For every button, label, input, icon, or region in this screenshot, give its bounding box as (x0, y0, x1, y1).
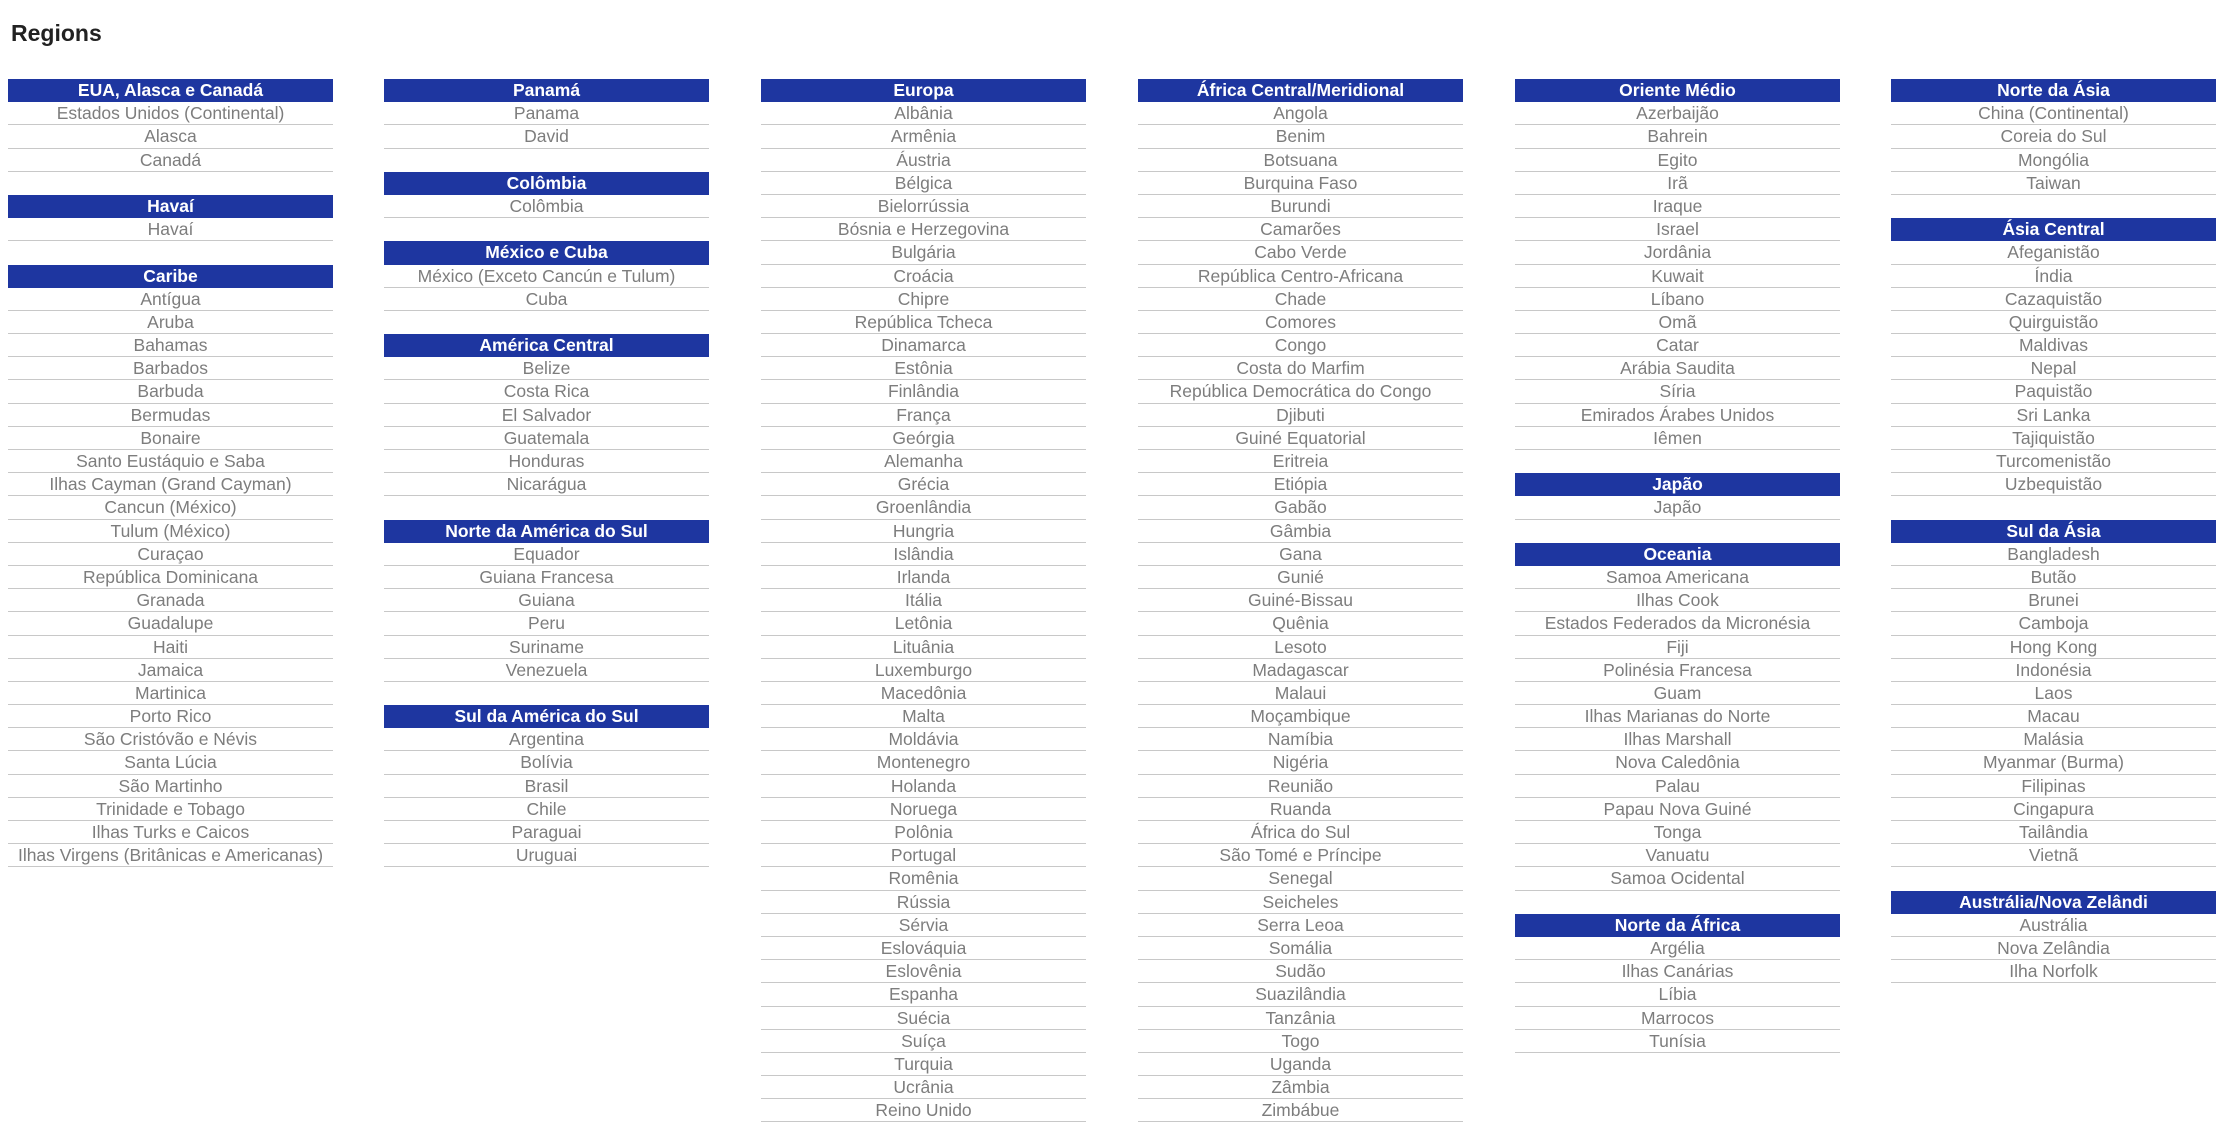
region-header: EUA, Alasca e Canadá (8, 79, 333, 102)
country-item: Benim (1138, 125, 1463, 148)
country-item: Senegal (1138, 867, 1463, 890)
country-item: Antígua (8, 288, 333, 311)
country-item: Indonésia (1891, 659, 2216, 682)
country-item: Seicheles (1138, 891, 1463, 914)
region-block (8, 265, 333, 868)
country-item: Venezuela (384, 659, 709, 682)
country-item: França (761, 404, 1086, 427)
country-item: Bielorrússia (761, 195, 1086, 218)
country-item: São Cristóvão e Névis (8, 728, 333, 751)
region-block (384, 705, 709, 867)
region-column-3 (761, 79, 1086, 1146)
country-item: Estados Federados da Micronésia (1515, 612, 1840, 635)
country-item: Suazilândia (1138, 983, 1463, 1006)
country-item: Groenlândia (761, 496, 1086, 519)
country-item: Emirados Árabes Unidos (1515, 404, 1840, 427)
country-item: Bolívia (384, 751, 709, 774)
country-item: Curaçao (8, 543, 333, 566)
country-item: Taiwan (1891, 172, 2216, 195)
country-item: Ruanda (1138, 798, 1463, 821)
region-column-6 (1891, 79, 2216, 1007)
country-item: Ilhas Marianas do Norte (1515, 705, 1840, 728)
country-item: Mongólia (1891, 149, 2216, 172)
country-item: Bahamas (8, 334, 333, 357)
country-item: Hong Kong (1891, 636, 2216, 659)
country-item: Barbados (8, 357, 333, 380)
region-block (1515, 543, 1840, 891)
country-item: Cuba (384, 288, 709, 311)
country-item: Afeganistão (1891, 241, 2216, 264)
country-item: Montenegro (761, 751, 1086, 774)
country-item: Polinésia Francesa (1515, 659, 1840, 682)
country-item: Tajiquistão (1891, 427, 2216, 450)
country-item: Cingapura (1891, 798, 2216, 821)
country-item: Palau (1515, 775, 1840, 798)
region-block (1515, 473, 1840, 519)
country-item: Honduras (384, 450, 709, 473)
country-item: Quênia (1138, 612, 1463, 635)
country-item: Filipinas (1891, 775, 2216, 798)
country-item: Iêmen (1515, 427, 1840, 450)
country-item: Barbuda (8, 380, 333, 403)
country-item: Guiana (384, 589, 709, 612)
region-column-2 (384, 79, 709, 891)
country-item: Sérvia (761, 914, 1086, 937)
country-item: Porto Rico (8, 705, 333, 728)
country-item: Nicarágua (384, 473, 709, 496)
country-item: Grécia (761, 473, 1086, 496)
country-item: Catar (1515, 334, 1840, 357)
country-item: Camboja (1891, 612, 2216, 635)
country-item: Chade (1138, 288, 1463, 311)
country-item: Eslováquia (761, 937, 1086, 960)
country-item: Tulum (México) (8, 520, 333, 543)
country-item: Moçambique (1138, 705, 1463, 728)
country-item: Peru (384, 612, 709, 635)
region-block (8, 195, 333, 241)
region-header: Austrália/Nova Zelândi (1891, 891, 2216, 914)
country-item: Madagascar (1138, 659, 1463, 682)
region-block (761, 79, 1086, 1122)
country-item: China (Continental) (1891, 102, 2216, 125)
country-item: Martinica (8, 682, 333, 705)
region-block (384, 79, 709, 149)
region-block (1891, 891, 2216, 984)
region-header: Japão (1515, 473, 1840, 496)
country-item: Lituânia (761, 636, 1086, 659)
country-item: Cabo Verde (1138, 241, 1463, 264)
country-item: Ilha Norfolk (1891, 960, 2216, 983)
country-item: Bósnia e Herzegovina (761, 218, 1086, 241)
country-item: São Tomé e Príncipe (1138, 844, 1463, 867)
country-item: Letônia (761, 612, 1086, 635)
region-block (384, 172, 709, 218)
country-item: Gabão (1138, 496, 1463, 519)
country-item: Guiné-Bissau (1138, 589, 1463, 612)
region-block (384, 334, 709, 496)
country-item: Japão (1515, 496, 1840, 519)
country-item: Luxemburgo (761, 659, 1086, 682)
country-item: Comores (1138, 311, 1463, 334)
country-item: Reino Unido (761, 1099, 1086, 1122)
country-item: Azerbaijão (1515, 102, 1840, 125)
country-item: Suíça (761, 1030, 1086, 1053)
country-item: Malaui (1138, 682, 1463, 705)
region-block (1515, 914, 1840, 1053)
country-item: El Salvador (384, 404, 709, 427)
country-item: República Democrática do Congo (1138, 380, 1463, 403)
region-block (1138, 79, 1463, 1122)
country-item: Belize (384, 357, 709, 380)
country-item: Ucrânia (761, 1076, 1086, 1099)
country-item: Moldávia (761, 728, 1086, 751)
country-item: Brunei (1891, 589, 2216, 612)
country-item: Polônia (761, 821, 1086, 844)
country-item: Ilhas Cayman (Grand Cayman) (8, 473, 333, 496)
country-item: Nova Caledônia (1515, 751, 1840, 774)
country-item: Laos (1891, 682, 2216, 705)
country-item: Bélgica (761, 172, 1086, 195)
region-block (384, 520, 709, 682)
country-item: Áustria (761, 149, 1086, 172)
country-item: Guiné Equatorial (1138, 427, 1463, 450)
country-item: Líbia (1515, 983, 1840, 1006)
country-item: Costa do Marfim (1138, 357, 1463, 380)
region-header: Sul da América do Sul (384, 705, 709, 728)
country-item: Tonga (1515, 821, 1840, 844)
region-header: América Central (384, 334, 709, 357)
country-item: Macau (1891, 705, 2216, 728)
country-item: Gunié (1138, 566, 1463, 589)
country-item: Uzbequistão (1891, 473, 2216, 496)
country-item: Gâmbia (1138, 520, 1463, 543)
region-column-4 (1138, 79, 1463, 1146)
country-item: Santo Eustáquio e Saba (8, 450, 333, 473)
country-item: Iraque (1515, 195, 1840, 218)
country-item: David (384, 125, 709, 148)
country-item: Guam (1515, 682, 1840, 705)
country-item: Noruega (761, 798, 1086, 821)
country-item: Tunísia (1515, 1030, 1840, 1053)
country-item: Turquia (761, 1053, 1086, 1076)
country-item: Lesoto (1138, 636, 1463, 659)
country-item: Fiji (1515, 636, 1840, 659)
country-item: Ilhas Cook (1515, 589, 1840, 612)
country-item: Burundi (1138, 195, 1463, 218)
country-item: Suriname (384, 636, 709, 659)
country-item: Serra Leoa (1138, 914, 1463, 937)
region-header: Colômbia (384, 172, 709, 195)
country-item: Vietnã (1891, 844, 2216, 867)
region-header: Europa (761, 79, 1086, 102)
country-item: Rússia (761, 891, 1086, 914)
country-item: República Tcheca (761, 311, 1086, 334)
country-item: Granada (8, 589, 333, 612)
country-item: Paquistão (1891, 380, 2216, 403)
country-item: Irã (1515, 172, 1840, 195)
country-item: Israel (1515, 218, 1840, 241)
country-item: Tanzânia (1138, 1007, 1463, 1030)
country-item: Trinidade e Tobago (8, 798, 333, 821)
region-block (1891, 218, 2216, 496)
region-header: Panamá (384, 79, 709, 102)
country-item: Canadá (8, 149, 333, 172)
country-item: Itália (761, 589, 1086, 612)
country-item: Chipre (761, 288, 1086, 311)
country-item: Geórgia (761, 427, 1086, 450)
country-item: África do Sul (1138, 821, 1463, 844)
country-item: Holanda (761, 775, 1086, 798)
country-item: Togo (1138, 1030, 1463, 1053)
region-header: Sul da Ásia (1891, 520, 2216, 543)
country-item: Havaí (8, 218, 333, 241)
country-item: Ilhas Turks e Caicos (8, 821, 333, 844)
country-item: Butão (1891, 566, 2216, 589)
country-item: Hungria (761, 520, 1086, 543)
region-header: Ásia Central (1891, 218, 2216, 241)
country-item: Estônia (761, 357, 1086, 380)
country-item: Nigéria (1138, 751, 1463, 774)
country-item: Reunião (1138, 775, 1463, 798)
region-header: Oceania (1515, 543, 1840, 566)
country-item: Suécia (761, 1007, 1086, 1030)
country-item: Botsuana (1138, 149, 1463, 172)
country-item: Estados Unidos (Continental) (8, 102, 333, 125)
country-item: Croácia (761, 265, 1086, 288)
country-item: Equador (384, 543, 709, 566)
country-item: Ilhas Virgens (Britânicas e Americanas) (8, 844, 333, 867)
country-item: Papau Nova Guiné (1515, 798, 1840, 821)
region-block (1891, 520, 2216, 868)
country-item: Malta (761, 705, 1086, 728)
country-item: Djibuti (1138, 404, 1463, 427)
country-item: Brasil (384, 775, 709, 798)
country-item: Burquina Faso (1138, 172, 1463, 195)
country-item: Nepal (1891, 357, 2216, 380)
country-item: Eslovênia (761, 960, 1086, 983)
country-item: Jamaica (8, 659, 333, 682)
country-item: Paraguai (384, 821, 709, 844)
region-header: Havaí (8, 195, 333, 218)
country-item: Malásia (1891, 728, 2216, 751)
region-header: Oriente Médio (1515, 79, 1840, 102)
country-item: Aruba (8, 311, 333, 334)
region-header: Caribe (8, 265, 333, 288)
country-item: Uganda (1138, 1053, 1463, 1076)
country-item: Colômbia (384, 195, 709, 218)
region-header: Norte da América do Sul (384, 520, 709, 543)
country-item: Somália (1138, 937, 1463, 960)
country-item: Omã (1515, 311, 1840, 334)
country-item: Austrália (1891, 914, 2216, 937)
country-item: Tailândia (1891, 821, 2216, 844)
region-column-1 (8, 79, 333, 891)
country-item: Finlândia (761, 380, 1086, 403)
country-item: Panama (384, 102, 709, 125)
country-item: Índia (1891, 265, 2216, 288)
country-item: Síria (1515, 380, 1840, 403)
country-item: Cancun (México) (8, 496, 333, 519)
country-item: Maldivas (1891, 334, 2216, 357)
country-item: Guadalupe (8, 612, 333, 635)
region-block (384, 241, 709, 311)
region-header: África Central/Meridional (1138, 79, 1463, 102)
country-item: República Dominicana (8, 566, 333, 589)
country-item: Egito (1515, 149, 1840, 172)
country-item: Marrocos (1515, 1007, 1840, 1030)
country-item: Etiópia (1138, 473, 1463, 496)
region-header: Norte da Ásia (1891, 79, 2216, 102)
country-item: Bahrein (1515, 125, 1840, 148)
country-item: Uruguai (384, 844, 709, 867)
country-item: Argentina (384, 728, 709, 751)
country-item: Kuwait (1515, 265, 1840, 288)
country-item: Líbano (1515, 288, 1840, 311)
country-item: Romênia (761, 867, 1086, 890)
country-item: Portugal (761, 844, 1086, 867)
country-item: Ilhas Marshall (1515, 728, 1840, 751)
country-item: Irlanda (761, 566, 1086, 589)
country-item: Sri Lanka (1891, 404, 2216, 427)
country-item: Bermudas (8, 404, 333, 427)
country-item: Samoa Americana (1515, 566, 1840, 589)
country-item: México (Exceto Cancún e Tulum) (384, 265, 709, 288)
region-block (8, 79, 333, 172)
country-item: Eritreia (1138, 450, 1463, 473)
country-item: Alemanha (761, 450, 1086, 473)
country-item: Samoa Ocidental (1515, 867, 1840, 890)
country-item: Espanha (761, 983, 1086, 1006)
region-column-5 (1515, 79, 1840, 1076)
country-item: Macedônia (761, 682, 1086, 705)
country-item: Gana (1138, 543, 1463, 566)
country-item: Dinamarca (761, 334, 1086, 357)
country-item: República Centro-Africana (1138, 265, 1463, 288)
country-item: Armênia (761, 125, 1086, 148)
country-item: Bangladesh (1891, 543, 2216, 566)
country-item: Santa Lúcia (8, 751, 333, 774)
country-item: Jordânia (1515, 241, 1840, 264)
country-item: Turcomenistão (1891, 450, 2216, 473)
region-header: Norte da África (1515, 914, 1840, 937)
country-item: Vanuatu (1515, 844, 1840, 867)
country-item: Quirguistão (1891, 311, 2216, 334)
country-item: Nova Zelândia (1891, 937, 2216, 960)
country-item: Angola (1138, 102, 1463, 125)
country-item: Myanmar (Burma) (1891, 751, 2216, 774)
country-item: Camarões (1138, 218, 1463, 241)
country-item: Namíbia (1138, 728, 1463, 751)
country-item: Guatemala (384, 427, 709, 450)
region-block (1891, 79, 2216, 195)
country-item: Bulgária (761, 241, 1086, 264)
country-item: Ilhas Canárias (1515, 960, 1840, 983)
country-item: Zimbábue (1138, 1099, 1463, 1122)
region-header: México e Cuba (384, 241, 709, 264)
country-item: Argélia (1515, 937, 1840, 960)
country-item: São Martinho (8, 775, 333, 798)
country-item: Chile (384, 798, 709, 821)
country-item: Congo (1138, 334, 1463, 357)
country-item: Bonaire (8, 427, 333, 450)
country-item: Coreia do Sul (1891, 125, 2216, 148)
country-item: Islândia (761, 543, 1086, 566)
country-item: Alasca (8, 125, 333, 148)
country-item: Guiana Francesa (384, 566, 709, 589)
country-item: Costa Rica (384, 380, 709, 403)
country-item: Zâmbia (1138, 1076, 1463, 1099)
country-item: Albânia (761, 102, 1086, 125)
page-title: Regions (11, 20, 102, 46)
country-item: Cazaquistão (1891, 288, 2216, 311)
region-block (1515, 79, 1840, 450)
country-item: Sudão (1138, 960, 1463, 983)
country-item: Arábia Saudita (1515, 357, 1840, 380)
country-item: Haiti (8, 636, 333, 659)
